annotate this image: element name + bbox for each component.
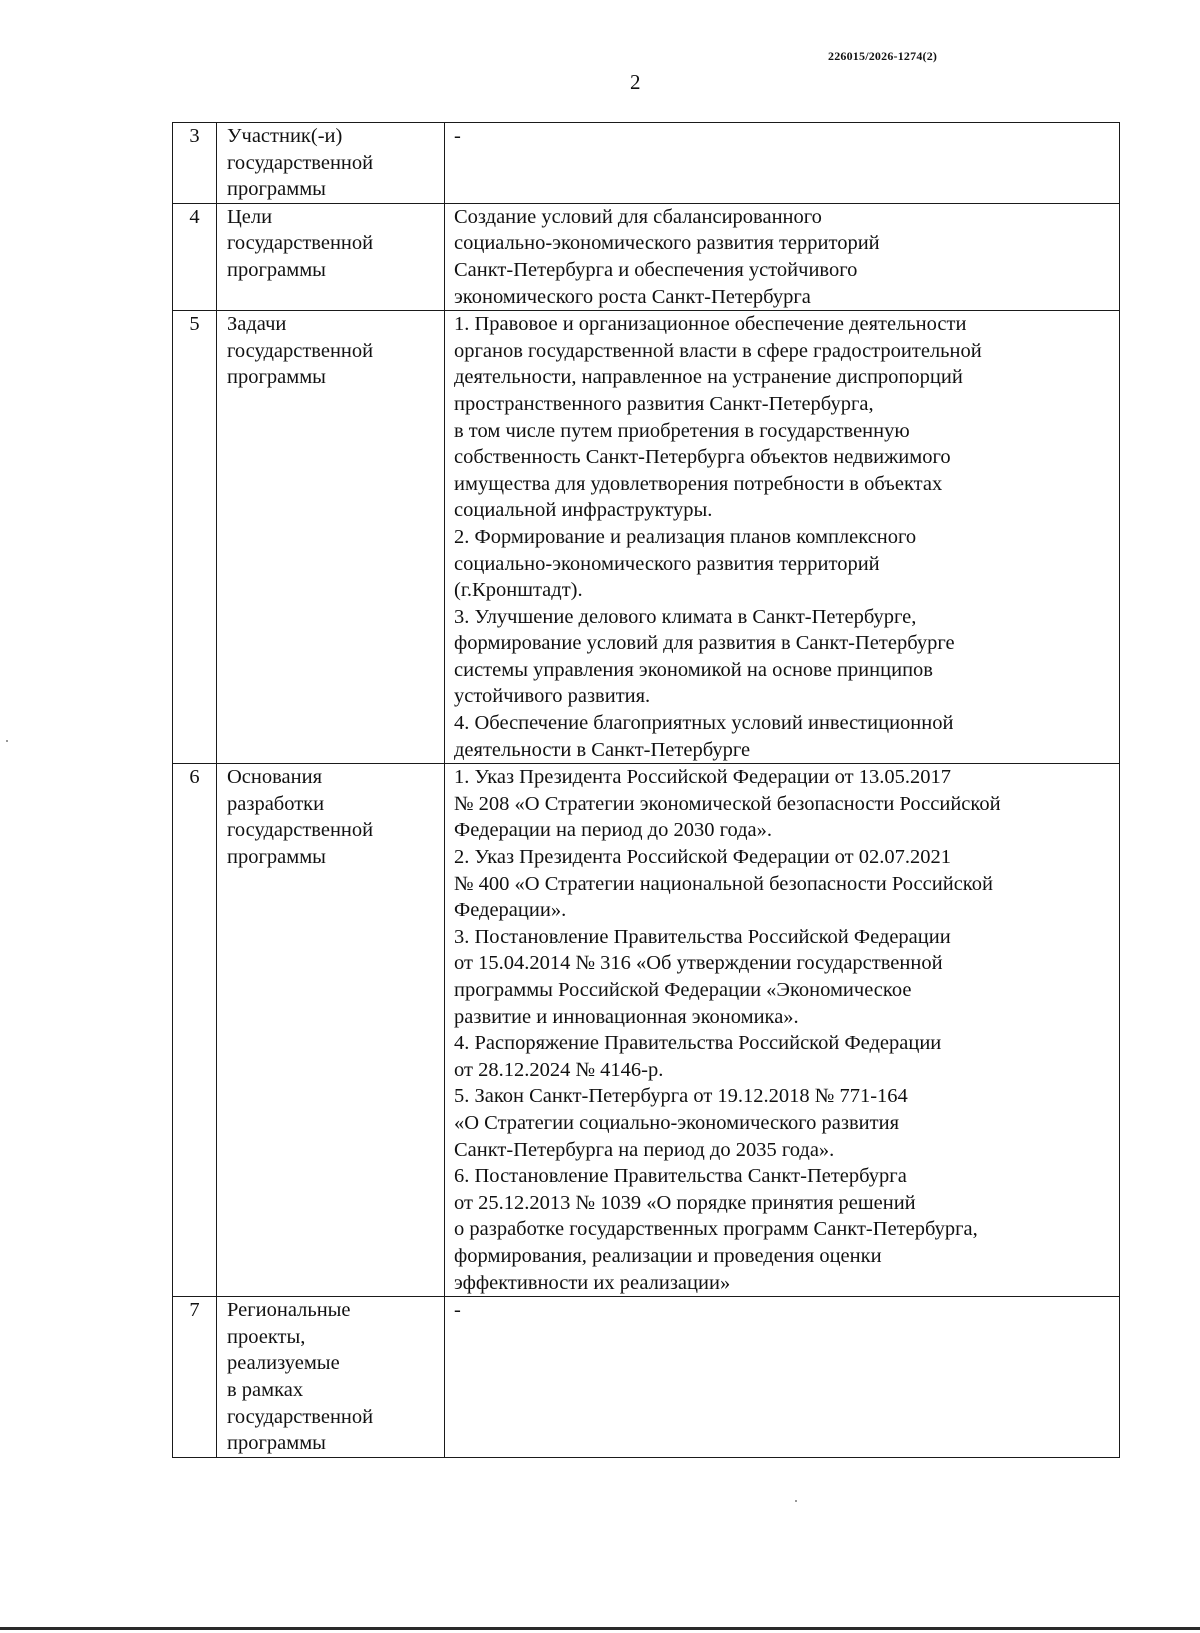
row-number: 4 bbox=[173, 203, 217, 310]
value-paragraph: 4. Распоряжение Правительства Российской Федерации от 28.12.2024 № 4146-р. bbox=[454, 1032, 942, 1081]
table-row bbox=[173, 203, 1120, 310]
row-value bbox=[445, 764, 1120, 1297]
document-registration-number: 226015/2026-1274(2) bbox=[828, 49, 938, 63]
row-value bbox=[445, 311, 1120, 764]
row-name-text: Региональные проекты, реализуемые в рамках государственной программы bbox=[227, 1299, 374, 1455]
program-passport-table bbox=[172, 122, 1120, 1458]
row-name bbox=[217, 123, 445, 204]
row-name bbox=[217, 1297, 445, 1458]
row-name bbox=[217, 311, 445, 764]
value-paragraph: 1. Правовое и организационное обеспечение деятельности органов государственной власти в сфере градостроительной деятельности, направленное на устранение диспропорций пространственного развития Санкт-Петербурга, в том числе путем приобретения в государственную собственность Санкт-Петербурга объектов недвижимого имущества для удовлетворения потребности в объектах социальной инфраструктуры. bbox=[454, 313, 982, 522]
value-paragraph: 3. Улучшение делового климата в Санкт-Петербурге, формирование условий для развития в Санкт-Петербурге системы управления экономикой на основе принципов устойчивого развития. bbox=[454, 605, 955, 708]
value-paragraph: 2. Формирование и реализация планов комплексного социально-экономического развития территорий (г.Кронштадт). bbox=[454, 525, 917, 602]
value-paragraph: 3. Постановление Правительства Российской Федерации от 15.04.2014 № 316 «Об утверждении государственной программы Российской Федерации «Экономическое развитие и инновационная экономика». bbox=[454, 925, 951, 1028]
row-number: 3 bbox=[173, 123, 217, 204]
scan-artifact bbox=[795, 1500, 797, 1502]
row-value bbox=[445, 1297, 1120, 1458]
row-name-text: Основания разработки государственной программы bbox=[227, 766, 374, 869]
row-value bbox=[445, 123, 1120, 204]
row-name-text: Участник(-и) государственной программы bbox=[227, 125, 374, 201]
table-row bbox=[173, 764, 1120, 1297]
value-paragraph: 1. Указ Президента Российской Федерации от 13.05.2017 № 208 «О Стратегии экономической безопасности Российской Федерации на период до 2030 года». bbox=[454, 766, 1001, 842]
table-row bbox=[173, 311, 1120, 764]
row-name-text: Задачи государственной программы bbox=[227, 313, 374, 389]
value-paragraph: 5. Закон Санкт-Петербурга от 19.12.2018 № 771-164 «О Стратегии социально-экономического развития Санкт-Петербурга на период до 2035 года». bbox=[454, 1085, 908, 1161]
row-name bbox=[217, 764, 445, 1297]
value-paragraph: 2. Указ Президента Российской Федерации от 02.07.2021 № 400 «О Стратегии национальной безопасности Российской Федерации». bbox=[454, 846, 993, 922]
value-paragraph: Создание условий для сбалансированного социально-экономического развития территорий Санкт-Петербурга и обеспечения устойчивого экономического роста Санкт-Петербурга bbox=[454, 205, 880, 308]
value-paragraph: 4. Обеспечение благоприятных условий инвестиционной деятельности в Санкт-Петербурге bbox=[454, 712, 954, 761]
row-name bbox=[217, 203, 445, 310]
row-value bbox=[445, 203, 1120, 310]
value-paragraph: - bbox=[454, 1299, 461, 1322]
row-number: 7 bbox=[173, 1297, 217, 1458]
row-number: 6 bbox=[173, 764, 217, 1297]
table-row bbox=[173, 1297, 1120, 1458]
table-row bbox=[173, 123, 1120, 204]
page-number: 2 bbox=[630, 70, 641, 94]
value-paragraph: 6. Постановление Правительства Санкт-Петербурга от 25.12.2013 № 1039 «О порядке принятия решений о разработке государственных программ Санкт-Петербурга, формирования, реализации и проведения оценки эффективности их реализации» bbox=[454, 1165, 978, 1294]
value-paragraph: - bbox=[454, 125, 461, 147]
scan-edge-line bbox=[0, 1627, 1200, 1630]
row-name-text: Цели государственной программы bbox=[227, 205, 374, 281]
scan-artifact bbox=[6, 740, 8, 742]
row-number: 5 bbox=[173, 311, 217, 764]
